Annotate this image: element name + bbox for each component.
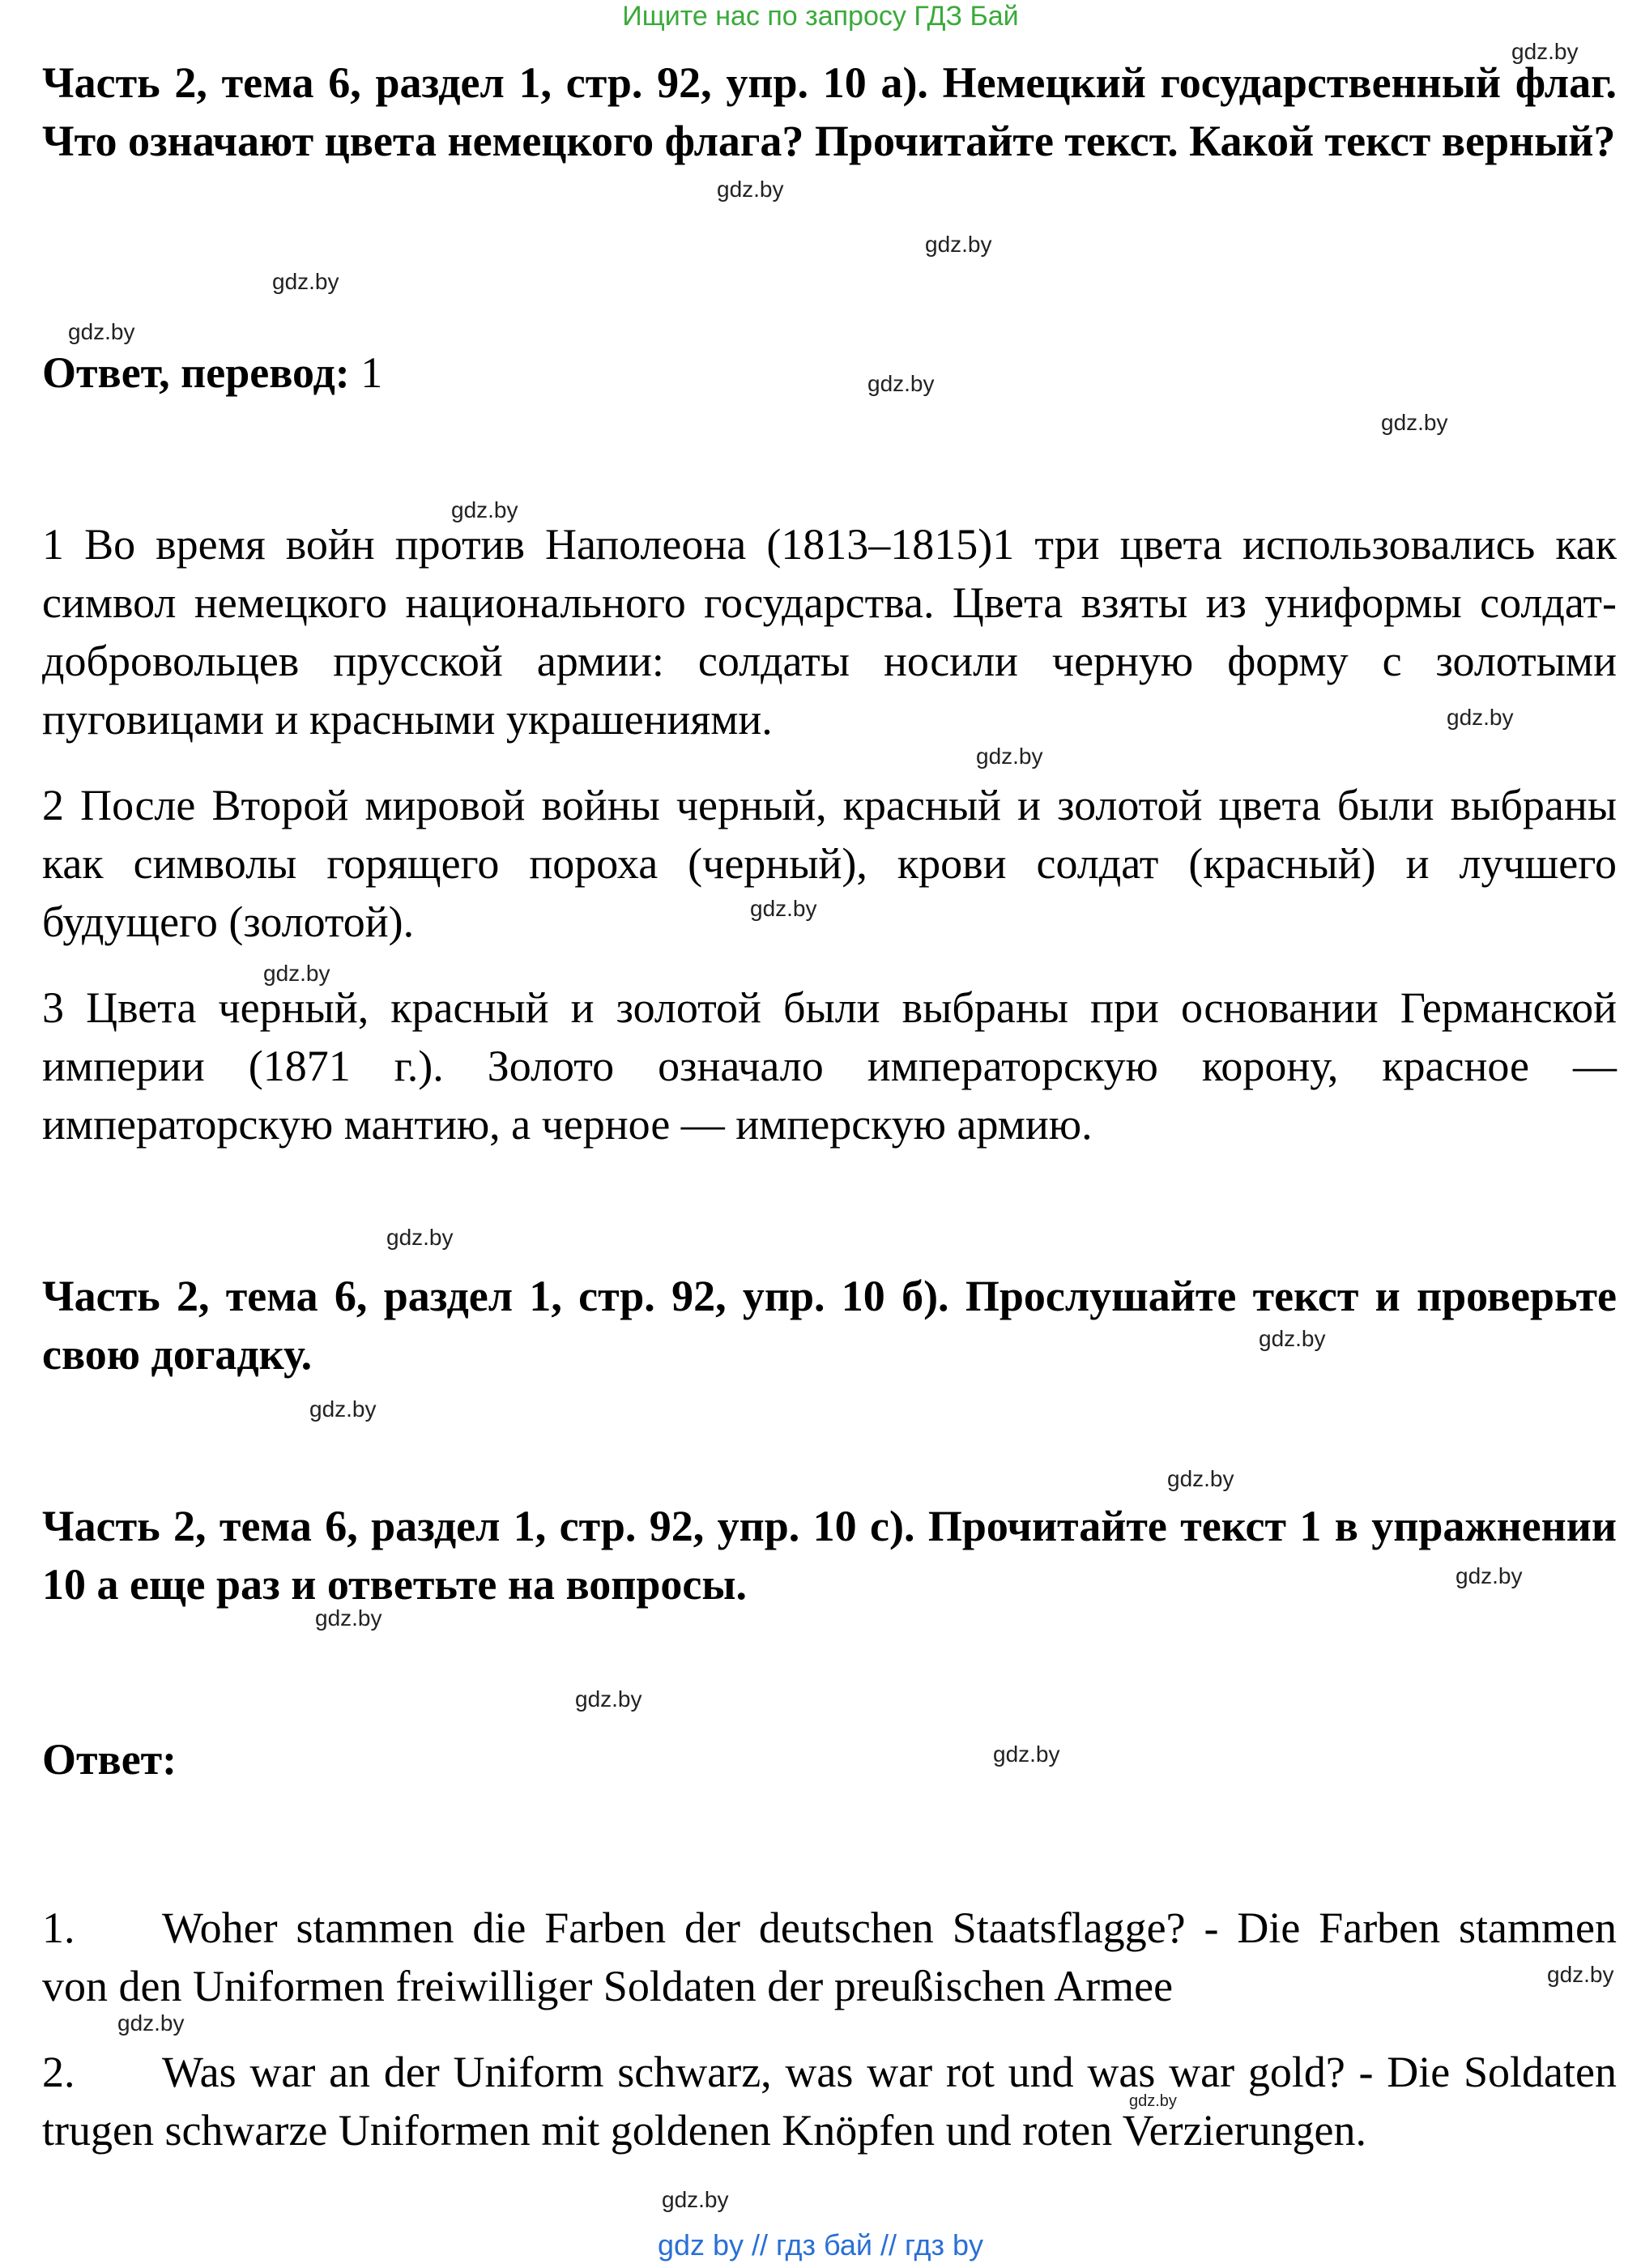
exercise-c-title: Часть 2, тема 6, раздел 1, стр. 92, упр. 10 с). Прочитайте текст 1 в упражнении 10 а еще раз и ответьте на вопросы. bbox=[42, 1502, 1617, 1609]
watermark: gdz.by bbox=[867, 371, 935, 396]
watermark: gdz.by bbox=[750, 896, 817, 921]
watermark: gdz.by bbox=[925, 232, 992, 257]
answer-label: Ответ, перевод: bbox=[42, 348, 350, 397]
watermark: gdz.by bbox=[1447, 705, 1514, 730]
watermark: gdz.by bbox=[575, 1686, 642, 1712]
watermark: gdz.by bbox=[309, 1396, 377, 1422]
watermark: gdz.by bbox=[117, 2010, 185, 2036]
exercise-a-title: Часть 2, тема 6, раздел 1, стр. 92, упр. 10 а). Немецкий государственный флаг. Что означают цвета немецкого флага? Прочитайте текст. Какой текст верный? bbox=[42, 58, 1617, 165]
qa-item bbox=[42, 1899, 1617, 2015]
qa-number: 2. bbox=[42, 2048, 75, 2096]
exercise-b-title: Часть 2, тема 6, раздел 1, стр. 92, упр. 10 б). Прослушайте текст и проверьте свою догадку. bbox=[42, 1272, 1617, 1379]
qa-number: 1. bbox=[42, 1904, 75, 1952]
watermark: gdz.by bbox=[1511, 39, 1579, 64]
watermark: gdz.by bbox=[1456, 1563, 1523, 1588]
qa-text: Was war an der Uniform schwarz, was war rot und was war gold? - Die Soldaten trugen schwarze Uniformen mit goldenen Knöpfen und roten Verzierungen. bbox=[42, 2048, 1617, 2155]
watermark: gdz.by bbox=[717, 177, 784, 202]
watermark: gdz.by bbox=[993, 1742, 1060, 1767]
watermark: gdz.by bbox=[1167, 1466, 1234, 1491]
answer-label: Ответ: bbox=[42, 1735, 177, 1784]
watermark: gdz.by bbox=[272, 269, 339, 294]
watermark: gdz.by bbox=[1129, 2092, 1177, 2110]
footer-links[interactable]: gdz by // гдз бай // гдз by bbox=[657, 2228, 984, 2262]
watermark: gdz.by bbox=[1381, 410, 1448, 435]
site-banner[interactable]: Ищите нас по запросу ГДЗ Бай bbox=[622, 1, 1019, 32]
qa-text: Woher stammen die Farben der deutschen Staatsflagge? - Die Farben stammen von den Uniformen freiwilliger Soldaten der preußischen Armee bbox=[42, 1904, 1617, 2010]
watermark: gdz.by bbox=[976, 744, 1043, 769]
answer-value: 1 bbox=[360, 348, 383, 397]
option-text-3: 3 Цвета черный, красный и золотой были выбраны при основании Германской империи (1871 г.). Золото означало императорскую корону, красное — императорскую мантию, а черное — имперскую армию. bbox=[42, 983, 1617, 1149]
watermark: gdz.by bbox=[315, 1605, 382, 1631]
option-text-1: 1 Во время войн против Наполеона (1813–1815)1 три цвета использовались как символ немецкого национального государства. Цвета взяты из униформы солдат-добровольцев прусской армии: солдаты носили черную форму с золотыми пуговицами и красными украшениями. bbox=[42, 520, 1617, 744]
watermark: gdz.by bbox=[1259, 1326, 1326, 1351]
watermark: gdz.by bbox=[662, 2187, 729, 2212]
watermark: gdz.by bbox=[1547, 1962, 1614, 1987]
exercise-a-answer bbox=[42, 343, 382, 402]
watermark: gdz.by bbox=[386, 1225, 454, 1250]
option-text-2: 2 После Второй мировой войны черный, красный и золотой цвета были выбраны как символы горящего пороха (черный), крови солдат (красный) и лучшего будущего (золотой). bbox=[42, 781, 1617, 946]
watermark: gdz.by bbox=[263, 961, 330, 986]
watermark: gdz.by bbox=[451, 497, 518, 522]
exercise-c-answer bbox=[42, 1730, 177, 1788]
qa-item bbox=[42, 2043, 1617, 2159]
watermark: gdz.by bbox=[68, 319, 135, 344]
